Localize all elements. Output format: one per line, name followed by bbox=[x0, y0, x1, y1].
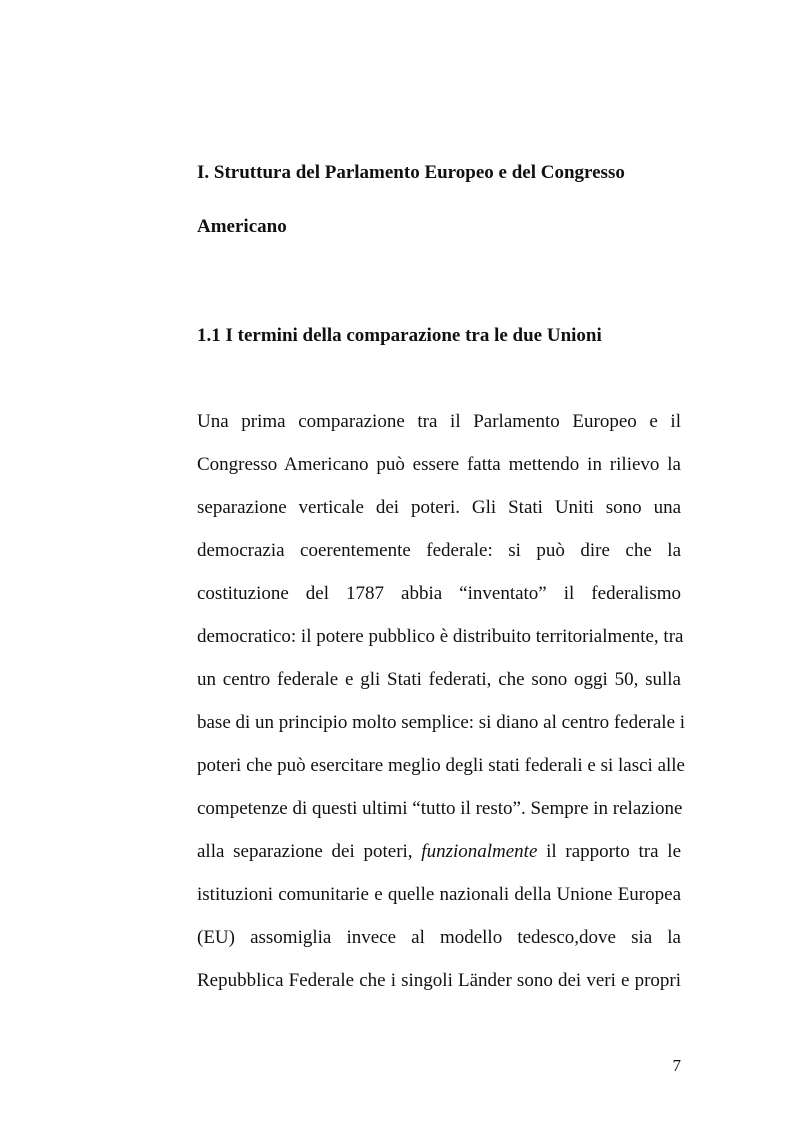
body-paragraph bbox=[197, 400, 686, 1002]
paragraph-line: costituzione del 1787 abbia “inventato” il federalismo bbox=[197, 583, 681, 604]
paragraph-line: Una prima comparazione tra il Parlamento Europeo e il bbox=[197, 411, 681, 432]
chapter-title-line-2: Americano bbox=[197, 216, 287, 237]
paragraph-line: Repubblica Federale che i singoli Länder sono dei veri e propri bbox=[197, 970, 681, 991]
chapter-title bbox=[197, 146, 681, 254]
paragraph-line: (EU) assomiglia invece al modello tedesco,dove sia la bbox=[197, 927, 681, 948]
paragraph-line: base di un principio molto semplice: si diano al centro federale i bbox=[197, 712, 686, 733]
chapter-title-line-1: I. Struttura del Parlamento Europeo e del Congresso bbox=[197, 162, 625, 183]
paragraph-line: un centro federale e gli Stati federati, che sono oggi 50, sulla bbox=[197, 669, 681, 690]
paragraph-text: il rapporto tra le bbox=[546, 841, 682, 862]
emphasized-word: funzionalmente bbox=[421, 841, 538, 862]
paragraph-line: democrazia coerentemente federale: si può dire che la bbox=[197, 540, 681, 561]
page-number: 7 bbox=[672, 1056, 681, 1075]
paragraph-text: alla separazione dei poteri, bbox=[197, 841, 413, 862]
paragraph-line-with-emphasis bbox=[197, 830, 681, 873]
section-title: 1.1 I termini della comparazione tra le due Unioni bbox=[197, 325, 602, 346]
paragraph-line: Congresso Americano può essere fatta mettendo in rilievo la bbox=[197, 454, 681, 475]
paragraph-line: separazione verticale dei poteri. Gli Stati Uniti sono una bbox=[197, 497, 681, 518]
paragraph-line: competenze di questi ultimi “tutto il resto”. Sempre in relazione bbox=[197, 798, 683, 819]
paragraph-line: democratico: il potere pubblico è distribuito territorialmente, tra bbox=[197, 626, 684, 647]
paragraph-line: istituzioni comunitarie e quelle nazionali della Unione Europea bbox=[197, 884, 681, 905]
paragraph-line: poteri che può esercitare meglio degli stati federali e si lasci alle bbox=[197, 755, 685, 776]
